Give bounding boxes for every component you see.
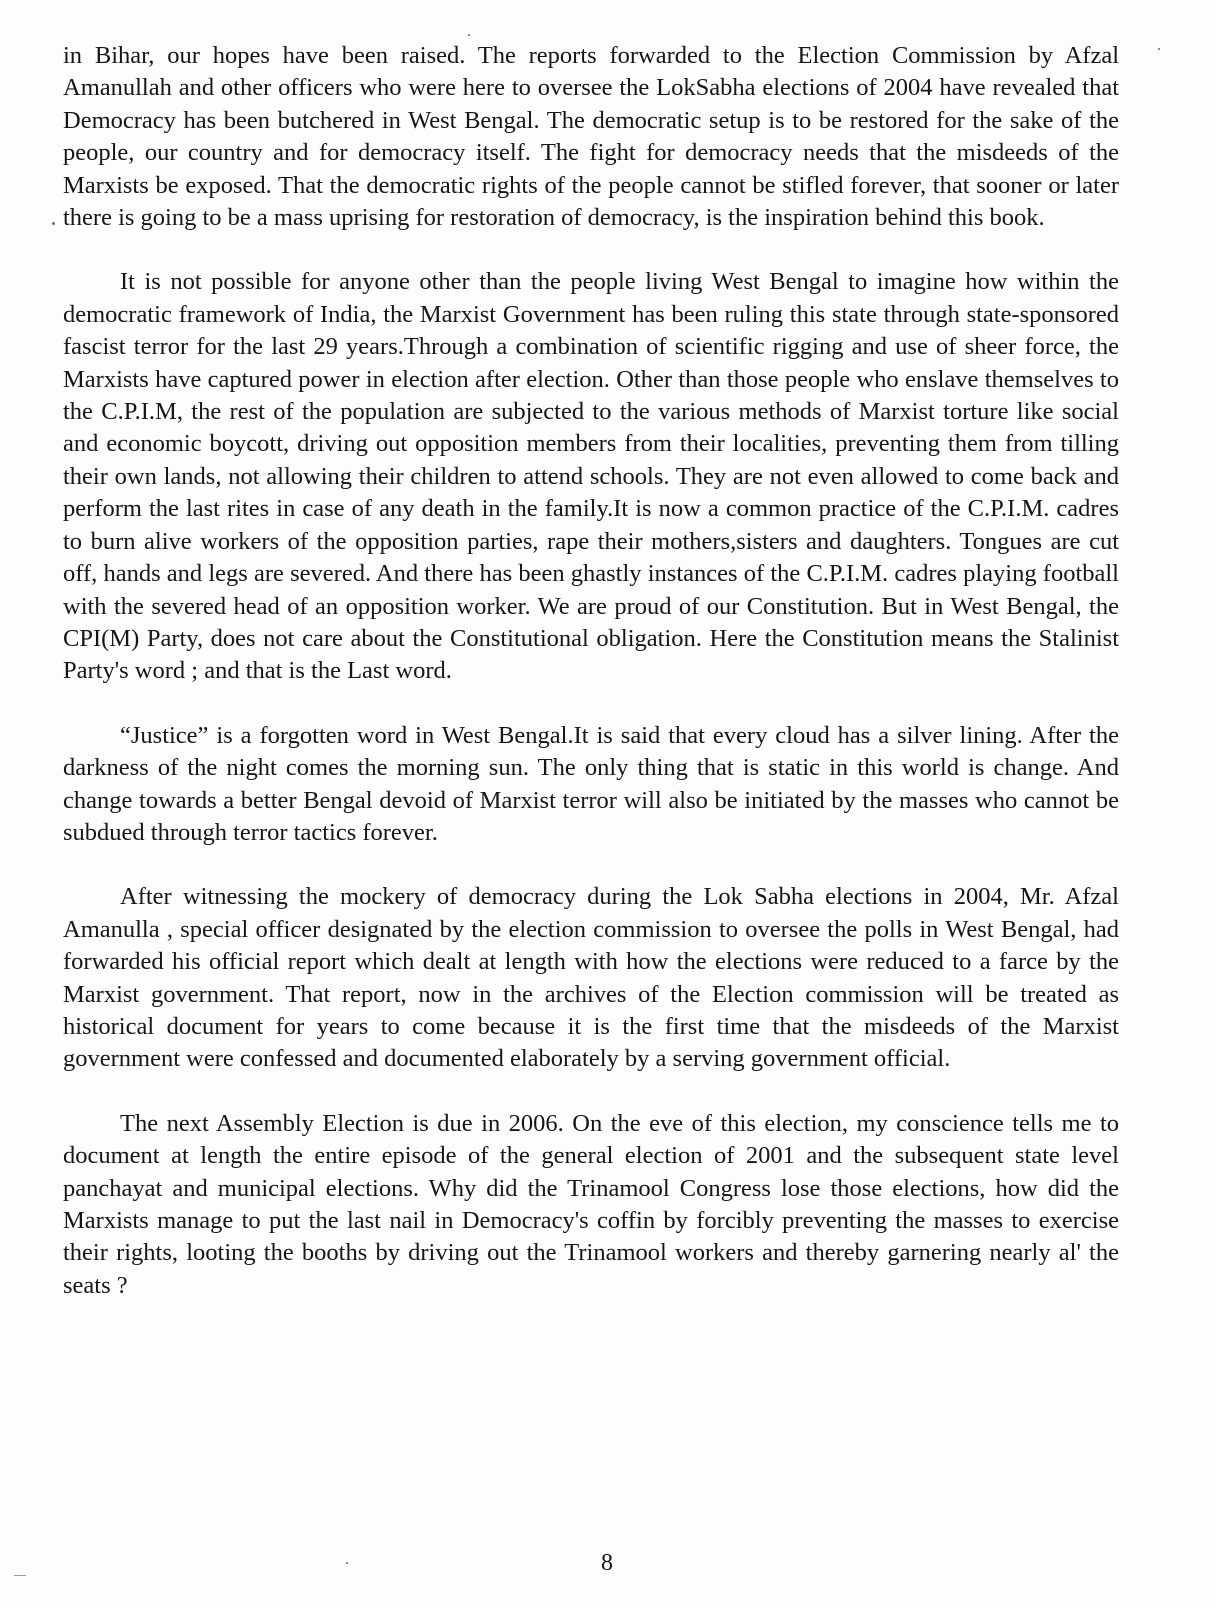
page-number: 8 bbox=[601, 1550, 613, 1576]
paragraph-continuation: in Bihar, our hopes have been raised. The reports forwarded to the Election Commission by Afzal Amanullah and other officers who were here to oversee the LokSabha elections of 2004 have revealed that Democracy has been butchered in West Bengal. The democratic setup is to be restored for the sake of the people, our country and for democracy itself. The fight for democracy needs that the misdeeds of the Marxists be exposed. That the democratic rights of the people cannot be stifled forever, that sooner or later there is going to be a mass uprising for restoration of democracy, is the inspiration behind this book. bbox=[63, 42, 1119, 232]
scan-speck bbox=[1158, 48, 1160, 50]
paragraph: The next Assembly Election is due in 2006. On the eve of this election, my conscience tells me to document at length the entire episode of the general election of 2001 and the subsequent state level panchayat and municipal elections. Why did the Trinamool Congress lose those elections, how did the Marxists manage to put the last nail in Democracy's coffin by forcibly preventing the masses to exercise their rights, looting the booths by driving out the Trinamool workers and thereby garnering nearly al' the seats ? bbox=[63, 1109, 1119, 1299]
paragraph: After witnessing the mockery of democracy during the Lok Sabha elections in 2004, Mr. Afzal Amanulla , special officer designated by the election commission to oversee the polls in West Bengal, had forwarded his official report which dealt at length with how the elections were reduced to a farce by the Marxist government. That report, now in the archives of the Election commission will be treated as historical document for years to come because it is the first time that the misdeeds of the Marxist government were confessed and documented elaborately by a serving government official. bbox=[63, 883, 1119, 1073]
paragraph: “Justice” is a forgotten word in West Bengal.It is said that every cloud has a silver lining. After the darkness of the night comes the morning sun. The only thing that is static in this world is change. And change towards a better Bengal devoid of Marxist terror will also be initiated by the masses who cannot be subdued through terror tactics forever. bbox=[63, 721, 1119, 846]
scan-speck bbox=[52, 222, 55, 225]
paragraph: It is not possible for anyone other than the people living West Bengal to imagine how within the democratic framework of India, the Marxist Government has been ruling this state through state-sponsored fascist terror for the last 29 years.Through a combination of scientific rigging and use of sheer force, the Marxists have captured power in election after election. Other than those people who enslave themselves to the C.P.I.M, the rest of the population are subjected to the various methods of Marxist torture like social and economic boycott, driving out opposition members from their localities, preventing them from tilling their own lands, not allowing their children to attend schools. They are not even allowed to come back and perform the last rites in case of any death in the family.It is now a common practice of the C.P.I.M. cadres to burn alive workers of the opposition parties, rape their mothers,sisters and daughters. Tongues are cut off, hands and legs are severed. And there has been ghastly instances of the C.P.I.M. cadres playing football with the severed head of an opposition worker. We are proud of our Constitution. But in West Bengal, the CPI(M) Party, does not care about the Constitutional obligation. Here the Constitution means the Stalinist Party's word ; and that is the Last word. bbox=[63, 268, 1119, 685]
scan-speck bbox=[468, 34, 470, 36]
scan-speck bbox=[14, 1575, 26, 1576]
body-text bbox=[63, 40, 1119, 1302]
scan-speck bbox=[346, 1562, 348, 1564]
